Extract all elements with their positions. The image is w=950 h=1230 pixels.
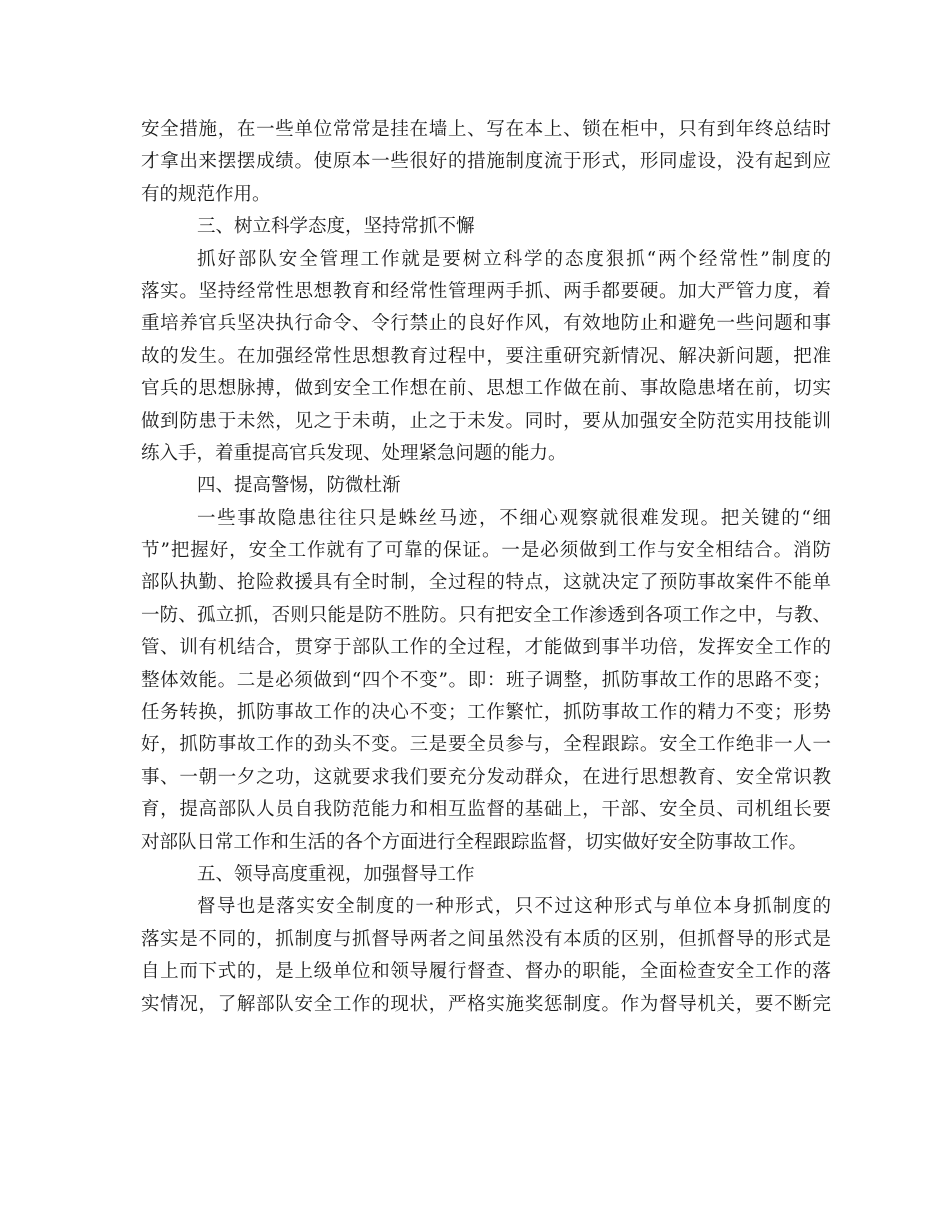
text-line: 故的发生。在加强经常性思想教育过程中，要注重研究新情况、解决新问题，把准 [141, 345, 831, 367]
text-line: 安全措施，在一些单位常常是挂在墙上、写在本上、锁在柜中，只有到年终总结时 [141, 119, 831, 140]
text-line: 官兵的思想脉搏，做到安全工作想在前、思想工作做在前、事故隐患堵在前，切实 [141, 378, 831, 400]
text-line: 有的规范作用。 [141, 183, 271, 205]
text-line: 抓好部队安全管理工作就是要树立科学的态度狠抓“两个经常性”制度的 [197, 248, 831, 270]
text-line: 一防、孤立抓，否则只能是防不胜防。只有把安全工作渗透到各项工作之中，与教、 [141, 604, 831, 626]
document-body [141, 114, 831, 1021]
text-line: 管、训有机结合，贯穿于部队工作的全过程，才能做到事半功倍，发挥安全工作的 [141, 637, 831, 659]
text-line: 好，抓防事故工作的劲头不变。三是要全员参与，全程跟踪。安全工作绝非一人一 [141, 734, 831, 756]
section-heading: 三、树立科学态度，坚持常抓不懈 [197, 216, 475, 238]
section-heading: 四、提高警惕，防微杜渐 [197, 475, 401, 497]
text-line: 做到防患于未然，见之于未萌，止之于未发。同时，要从加强安全防范实用技能训 [141, 410, 831, 432]
text-line: 整体效能。二是必须做到“四个不变”。即：班子调整，抓防事故工作的思路不变； [141, 669, 831, 691]
text-line: 练入手，着重提高官兵发现、处理紧急问题的能力。 [141, 442, 567, 464]
text-line: 落实。坚持经常性思想教育和经常性管理两手抓、两手都要硬。加大严管力度，着 [141, 280, 831, 302]
text-line: 自上而下式的，是上级单位和领导履行督查、督办的职能，全面检查安全工作的落 [141, 961, 831, 983]
text-line: 节”把握好，安全工作就有了可靠的保证。一是必须做到工作与安全相结合。消防 [141, 540, 831, 562]
section-heading: 五、领导高度重视，加强督导工作 [197, 863, 475, 885]
text-line: 任务转换，抓防事故工作的决心不变；工作繁忙，抓防事故工作的精力不变；形势 [141, 702, 831, 724]
text-line: 部队执勤、抢险救援具有全时制，全过程的特点，这就决定了预防事故案件不能单 [141, 572, 831, 594]
text-line: 对部队日常工作和生活的各个方面进行全程跟踪监督，切实做好安全防事故工作。 [141, 831, 808, 853]
text-line: 事、一朝一夕之功，这就要求我们要充分发动群众，在进行思想教育、安全常识教 [141, 766, 831, 788]
text-line: 一些事故隐患往往只是蛛丝马迹，不细心观察就很难发现。把关键的“细 [197, 507, 831, 529]
text-line: 才拿出来摆摆成绩。使原本一些很好的措施制度流于形式，形同虚设，没有起到应 [141, 151, 831, 173]
text-line: 落实是不同的，抓制度与抓督导两者之间虽然没有本质的区别，但抓督导的形式是 [141, 928, 831, 950]
text-line: 育，提高部队人员自我防范能力和相互监督的基础上，干部、安全员、司机组长要 [141, 799, 831, 821]
text-line: 实情况，了解部队安全工作的现状，严格实施奖惩制度。作为督导机关，要不断完 [141, 993, 831, 1015]
text-line: 督导也是落实安全制度的一种形式，只不过这种形式与单位本身抓制度的 [197, 896, 831, 918]
text-line: 重培养官兵坚决执行命令、令行禁止的良好作风，有效地防止和避免一些问题和事 [141, 313, 831, 335]
